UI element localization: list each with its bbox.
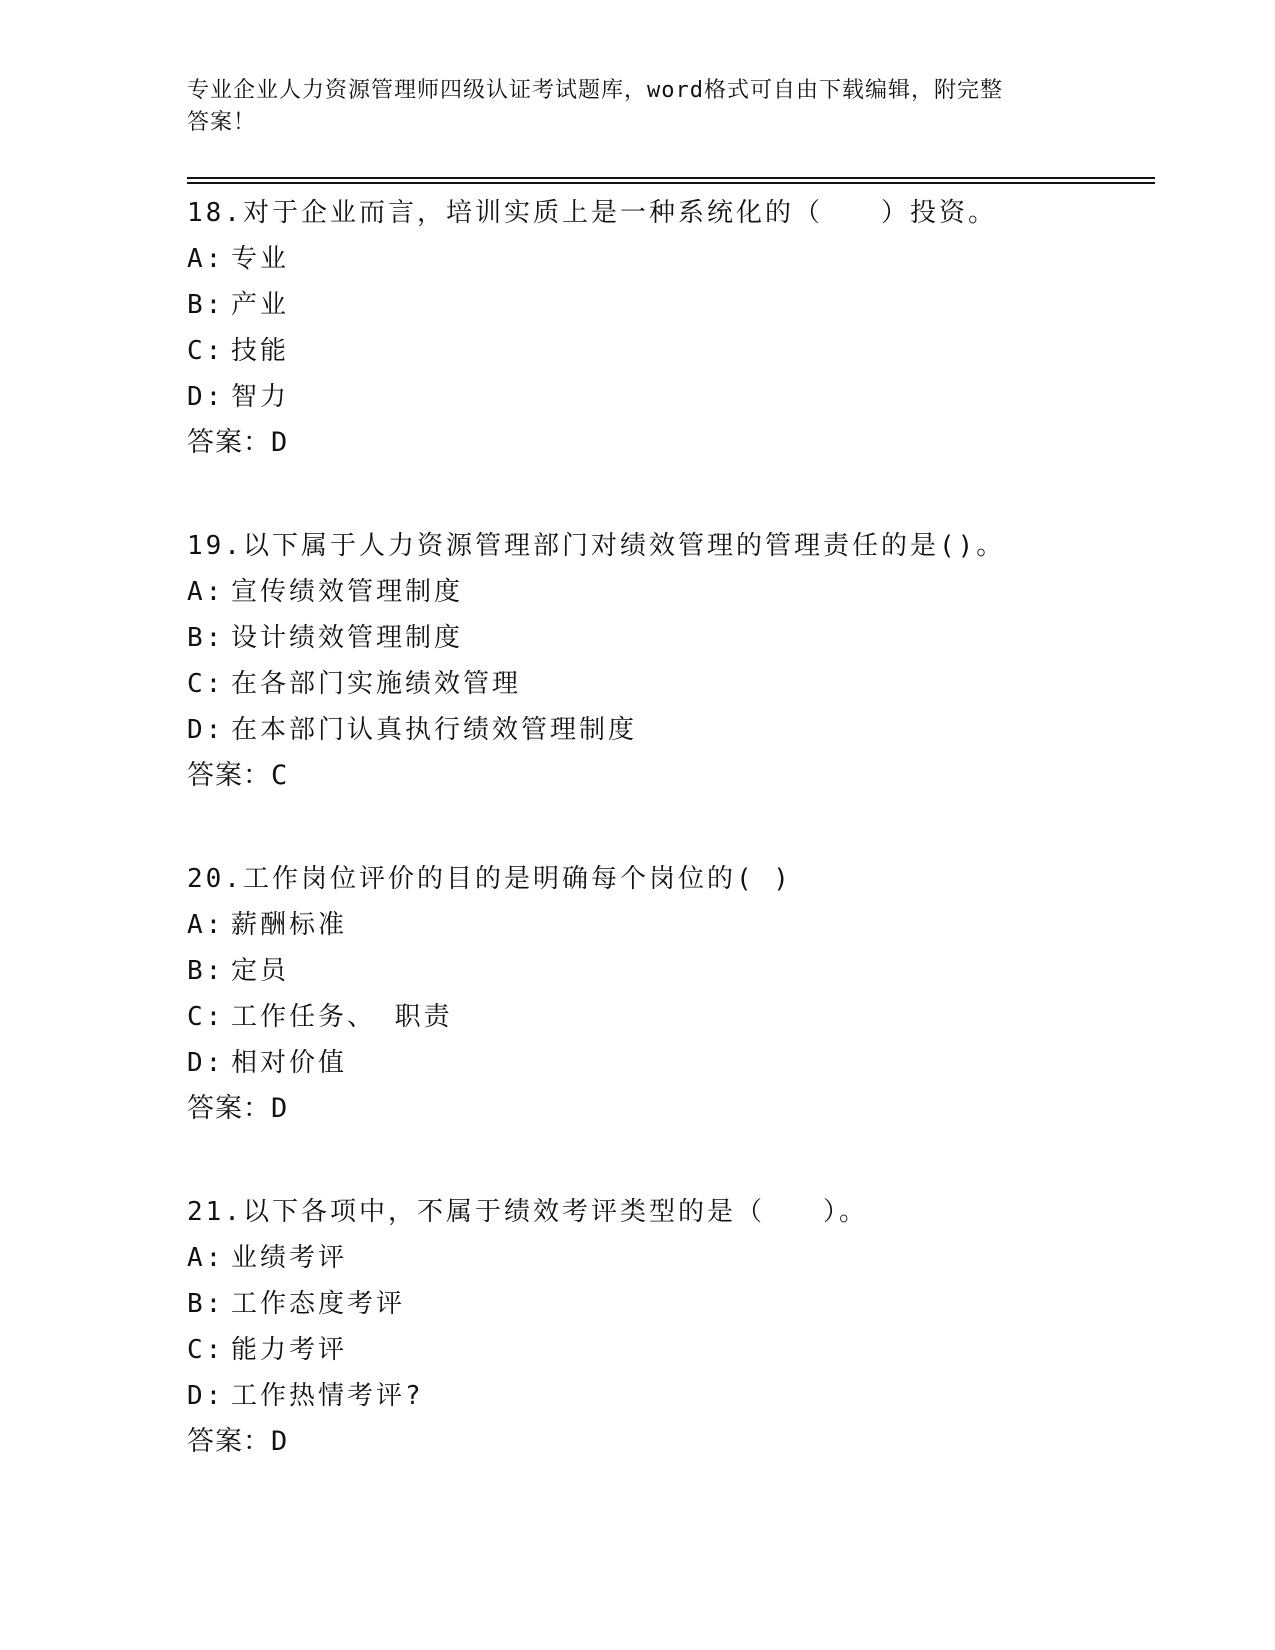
- option-b: [187, 615, 1155, 661]
- option-label: A:: [187, 910, 225, 940]
- option-b: [187, 282, 1155, 328]
- answer-label: 答案：: [187, 1426, 271, 1457]
- answer-value: D: [271, 1093, 288, 1124]
- answer-label: 答案：: [187, 1093, 271, 1124]
- option-d: [187, 1040, 1155, 1086]
- question-list: [187, 190, 1155, 1522]
- option-text: 设计绩效管理制度: [231, 623, 464, 653]
- option-label: A:: [187, 1243, 225, 1273]
- option-text: 定员: [231, 956, 290, 986]
- answer-line: [187, 420, 1155, 466]
- option-text: 智力: [231, 382, 290, 412]
- option-text: 工作态度考评: [231, 1289, 406, 1319]
- header-line-1: 专业企业人力资源管理师四级认证考试题库，word格式可自由下载编辑，附完整: [187, 78, 1003, 103]
- option-text: 工作任务、 职责: [231, 1002, 453, 1032]
- question-stem: 18.对于企业而言，培训实质上是一种系统化的（ ）投资。: [187, 198, 997, 228]
- question-stem: 21.以下各项中，不属于绩效考评类型的是（ ）。: [187, 1197, 868, 1227]
- option-label: D:: [187, 715, 225, 745]
- option-c: [187, 661, 1155, 707]
- option-c: [187, 328, 1155, 374]
- question-stem: 20.工作岗位评价的目的是明确每个岗位的( ): [187, 864, 792, 894]
- option-label: D:: [187, 382, 225, 412]
- option-b: [187, 1281, 1155, 1327]
- option-text: 能力考评: [231, 1335, 348, 1365]
- option-text: 薪酬标准: [231, 910, 348, 940]
- answer-label: 答案：: [187, 760, 271, 791]
- option-text: 在本部门认真执行绩效管理制度: [231, 715, 638, 745]
- option-text: 在各部门实施绩效管理: [231, 669, 522, 699]
- answer-value: D: [271, 427, 288, 458]
- option-a: [187, 902, 1155, 948]
- option-text: 业绩考评: [231, 1243, 348, 1273]
- option-label: B:: [187, 290, 225, 320]
- header-divider-bottom: [187, 182, 1155, 184]
- answer-line: [187, 1086, 1155, 1132]
- option-label: B:: [187, 623, 225, 653]
- answer-line: [187, 1419, 1155, 1465]
- option-d: [187, 374, 1155, 420]
- option-d: [187, 707, 1155, 753]
- option-label: D:: [187, 1381, 225, 1411]
- question-stem: 19.以下属于人力资源管理部门对绩效管理的管理责任的是()。: [187, 531, 1006, 561]
- answer-line: [187, 753, 1155, 799]
- question-18: [187, 190, 1155, 466]
- document-header: [187, 75, 1087, 139]
- question-20: [187, 856, 1155, 1132]
- answer-label: 答案：: [187, 427, 271, 458]
- option-label: D:: [187, 1048, 225, 1078]
- option-label: C:: [187, 1335, 225, 1365]
- option-c: [187, 994, 1155, 1040]
- option-label: B:: [187, 1289, 225, 1319]
- option-a: [187, 236, 1155, 282]
- option-text: 宣传绩效管理制度: [231, 577, 464, 607]
- option-label: C:: [187, 336, 225, 366]
- option-b: [187, 948, 1155, 994]
- option-d: [187, 1373, 1155, 1419]
- option-text: 技能: [231, 336, 290, 366]
- option-label: A:: [187, 244, 225, 274]
- answer-value: D: [271, 1426, 288, 1457]
- option-label: A:: [187, 577, 225, 607]
- option-label: C:: [187, 669, 225, 699]
- answer-value: C: [271, 760, 288, 791]
- question-21: [187, 1189, 1155, 1465]
- header-divider-top: [187, 177, 1155, 179]
- question-19: [187, 523, 1155, 799]
- option-text: 专业: [231, 244, 290, 274]
- option-text: 工作热情考评?: [231, 1381, 424, 1411]
- option-label: B:: [187, 956, 225, 986]
- header-line-2: 答案！: [187, 110, 257, 135]
- option-label: C:: [187, 1002, 225, 1032]
- option-c: [187, 1327, 1155, 1373]
- option-text: 产业: [231, 290, 290, 320]
- option-text: 相对价值: [231, 1048, 348, 1078]
- option-a: [187, 569, 1155, 615]
- option-a: [187, 1235, 1155, 1281]
